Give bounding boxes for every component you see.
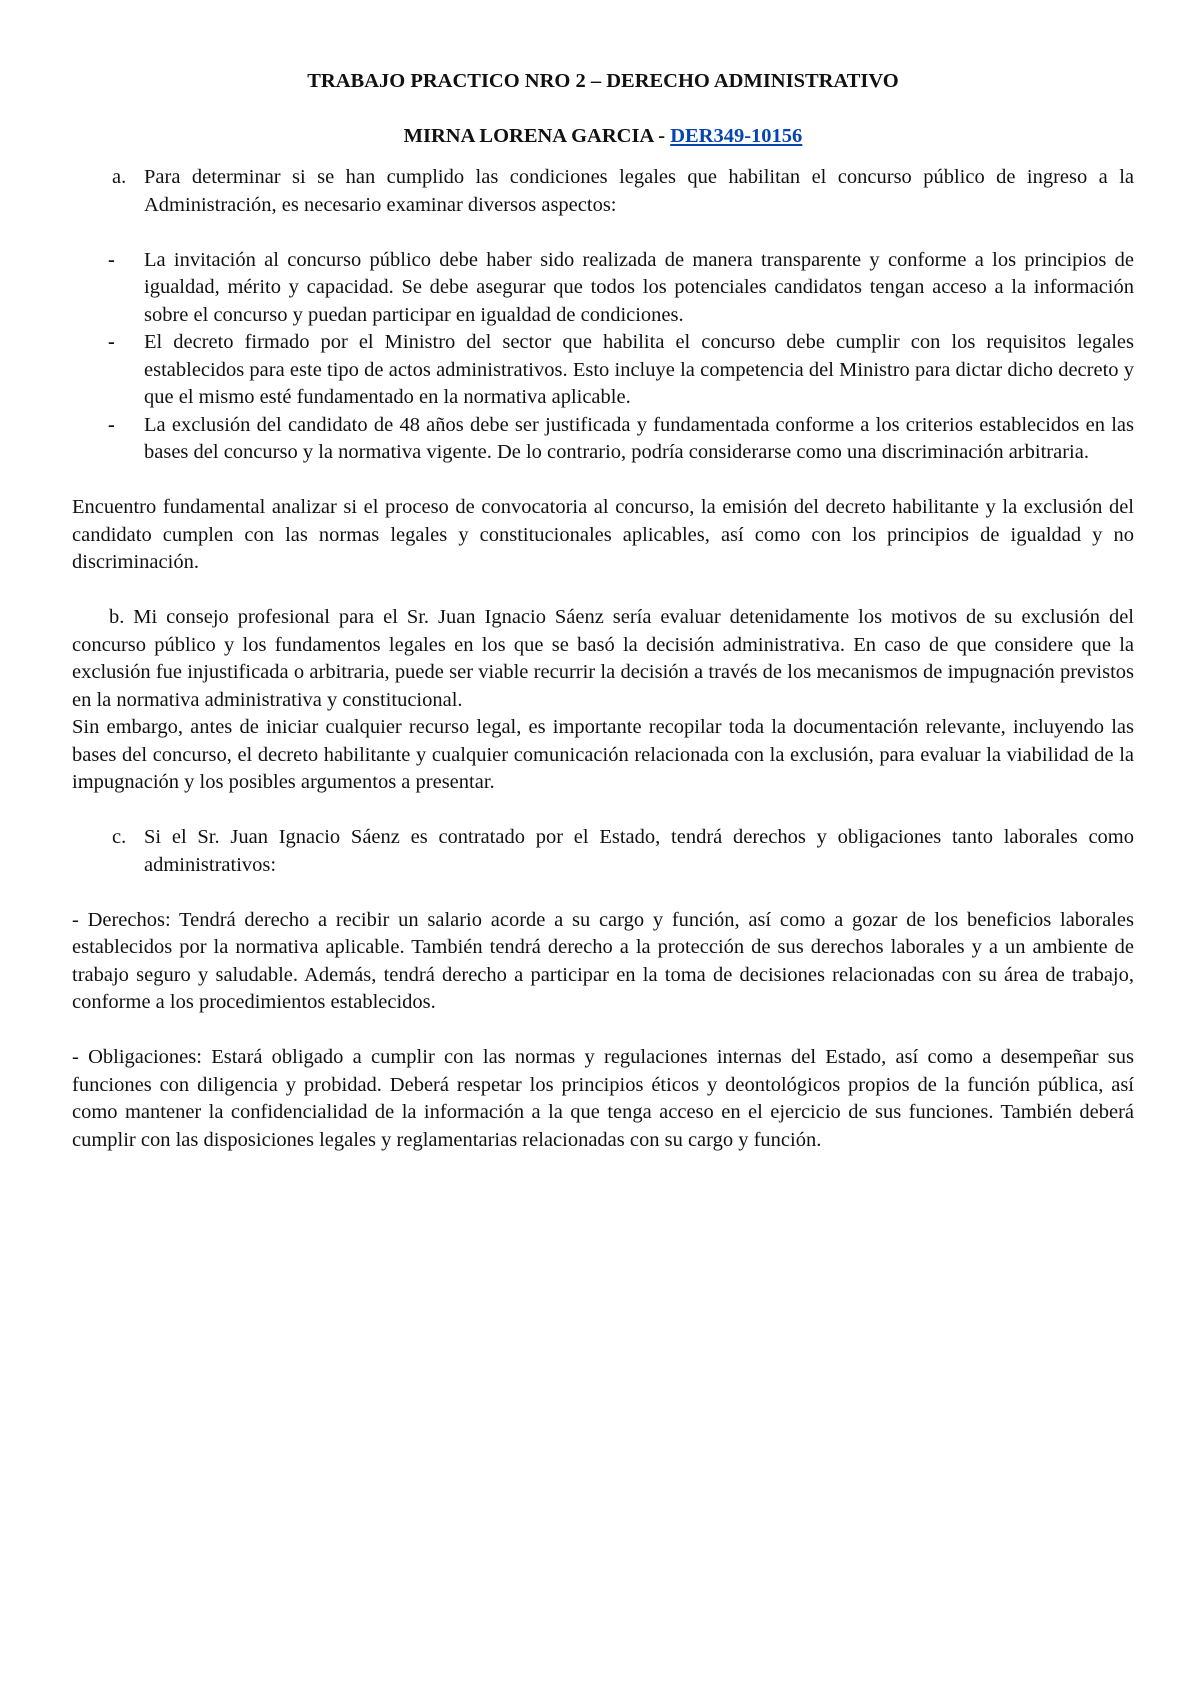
document-page [72, 68, 1134, 1154]
bullet-marker: - [108, 413, 115, 436]
section-b-paragraph: b. Mi consejo profesional para el Sr. Juan Ignacio Sáenz sería evaluar detenidamente los motivos de su exclusión del concurso público y los fundamentos legales en los que se basó la decisión administrativa. En caso de que considere que la exclusión fue injustificada o arbitraria, puede ser viable recurrir la decisión a través de los mecanismos de impugnación previstos en la normativa administrativa y constitucional. [72, 606, 1134, 711]
obligaciones-paragraph: - Obligaciones: Estará obligado a cumplir con las normas y regulaciones internas del Estado, así como a desempeñar sus funciones con diligencia y probidad. Deberá respetar los principios éticos y deontológicos propios de la función pública, así como mantener la confidencialidad de la información a la que tenga acceso en el ejercicio de sus funciones. También deberá cumplir con las disposiciones legales y reglamentarias relacionadas con su cargo y función. [72, 1046, 1134, 1151]
author-name: MIRNA LORENA GARCIA - [403, 124, 671, 147]
author-line [72, 123, 1134, 151]
conclusion-a-paragraph: Encuentro fundamental analizar si el proceso de convocatoria al concurso, la emisión del decreto habilitante y la exclusión del candidato cumplen con las normas legales y constitucionales aplicables, así como con los principios de igualdad y no discriminación. [72, 496, 1134, 573]
section-a-marker: a. [112, 166, 127, 188]
bullet-text: La invitación al concurso público debe haber sido realizada de manera transparente y conforme a los principios de igualdad, mérito y capacidad. Se debe asegurar que todos los potenciales candidatos tengan acceso a la información sobre el concurso y puedan participar en igualdad de condiciones. [144, 248, 1134, 326]
bullet-item [72, 329, 1134, 412]
section-c [72, 824, 1134, 879]
bullet-item [72, 247, 1134, 330]
bullet-text: La exclusión del candidato de 48 años debe ser justificada y fundamentada conforme a los criterios establecidos en las bases del concurso y la normativa vigente. De lo contrario, podría considerarse como una discriminación arbitraria. [144, 413, 1134, 463]
section-b-paragraph-2: Sin embargo, antes de iniciar cualquier recurso legal, es importante recopilar toda la documentación relevante, incluyendo las bases del concurso, el decreto habilitante y cualquier comunicación relacionada con la exclusión, para evaluar la viabilidad de la impugnación y los posibles argumentos a presentar. [72, 716, 1134, 793]
section-a [72, 164, 1134, 219]
derechos-paragraph: - Derechos: Tendrá derecho a recibir un salario acorde a su cargo y función, así como a gozar de los beneficios laborales establecidos por la normativa aplicable. También tendrá derecho a la protección de sus derechos laborales y a un ambiente de trabajo seguro y saludable. Además, tendrá derecho a participar en la toma de decisiones relacionadas con su área de trabajo, conforme a los procedimientos establecidos. [72, 908, 1134, 1013]
bullet-marker: - [108, 248, 115, 271]
document-title: TRABAJO PRACTICO NRO 2 – DERECHO ADMINISTRATIVO [307, 70, 899, 92]
section-c-marker: c. [112, 826, 127, 848]
section-c-text: Si el Sr. Juan Ignacio Sáenz es contratado por el Estado, tendrá derechos y obligaciones tanto laborales como administrativos: [144, 826, 1134, 876]
bullet-marker: - [108, 331, 115, 353]
section-a-text: Para determinar si se han cumplido las condiciones legales que habilitan el concurso público de ingreso a la Administración, es necesario examinar diversos aspectos: [144, 166, 1134, 216]
author-code-link[interactable]: DER349-10156 [670, 124, 803, 147]
bullet-item [72, 412, 1134, 467]
bullet-text: El decreto firmado por el Ministro del sector que habilita el concurso debe cumplir con los requisitos legales establecidos para este tipo de actos administrativos. Esto incluye la competencia del Ministro para dictar dicho decreto y que el mismo esté fundamentado en la normativa aplicable. [144, 331, 1134, 408]
